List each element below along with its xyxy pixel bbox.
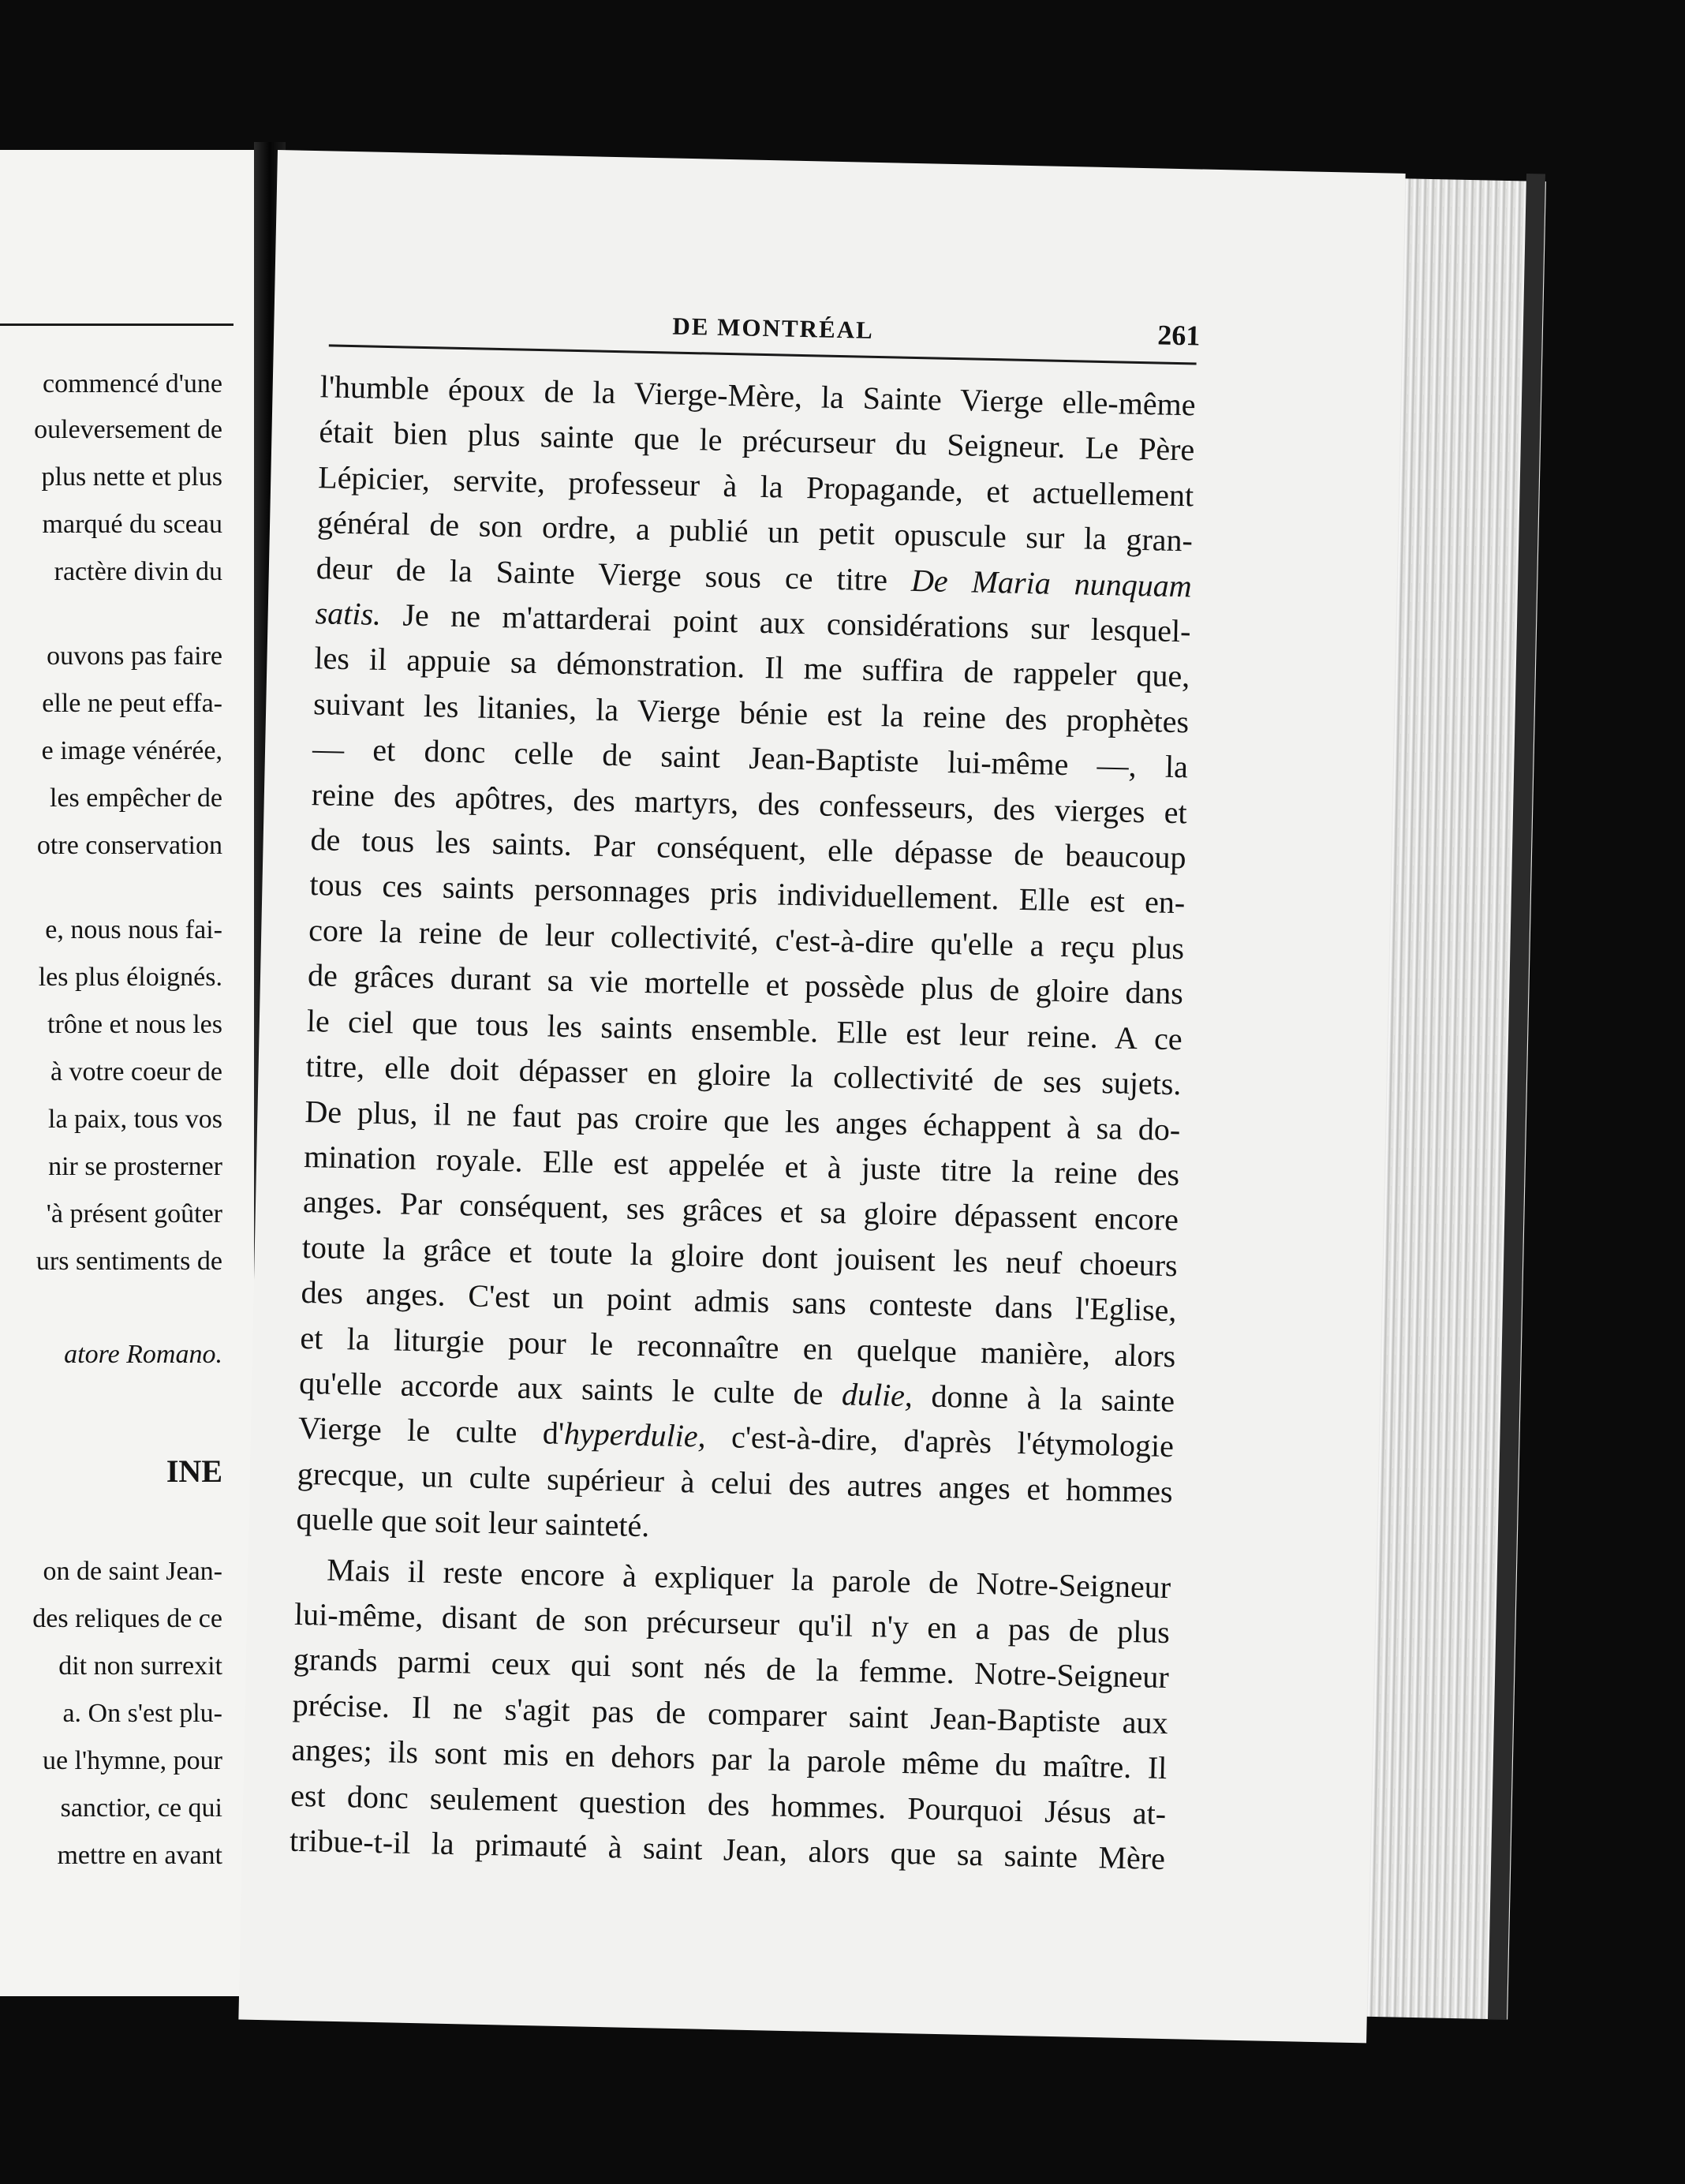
left-header-rule xyxy=(0,323,234,326)
term-italic: dulie, xyxy=(841,1376,913,1414)
left-text-line: a. On s'est plu- xyxy=(62,1699,222,1728)
text-line: général de son ordre, a publié un petit opuscule sur la gran- xyxy=(316,504,1194,559)
paragraph-2 xyxy=(290,1546,1171,1881)
text-line: grands parmi ceux qui sont nés de la femme. Notre-Seigneur xyxy=(293,1641,1170,1696)
text-line: l'humble époux de la Vierge-Mère, la Sainte Vierge elle-même xyxy=(319,368,1196,423)
text-line: les il appuie sa démonstration. Il me suffira de rappeler que, xyxy=(314,640,1190,694)
text-line: précise. Il ne s'agit pas de comparer saint Jean-Baptiste aux xyxy=(292,1686,1168,1741)
text-line: anges. Par conséquent, ses grâces et sa gloire dépassent encore xyxy=(302,1184,1179,1238)
text-run: c'est-à-dire, d'après l'étymologie xyxy=(705,1419,1175,1464)
text-line: est donc seulement question des hommes. Pourquoi Jésus at- xyxy=(290,1777,1167,1831)
left-text-line: marqué du sceau xyxy=(42,510,222,539)
text-line: le ciel que tous les saints ensemble. Elle est leur reine. A ce xyxy=(306,1002,1183,1056)
left-text-line: des reliques de ce xyxy=(32,1604,222,1633)
text-line: De plus, il ne faut pas croire que les anges échappent à sa do- xyxy=(304,1093,1181,1147)
book-title-italic: satis. xyxy=(315,595,382,632)
left-text-line: trône et nous les xyxy=(47,1010,222,1039)
text-run: donne à la sainte xyxy=(912,1378,1175,1419)
text-line: — et donc celle de saint Jean-Baptiste lui-même —, la xyxy=(312,731,1189,785)
page-number: 261 xyxy=(1156,319,1201,352)
text-run: qu'elle accorde aux saints le culte de xyxy=(298,1364,842,1412)
body-text xyxy=(290,364,1197,1881)
paragraph-1 xyxy=(296,364,1196,1559)
term-italic: hyperdulie, xyxy=(563,1415,707,1455)
text-line: lui-même, disant de son précurseur qu'il n'y en a pas de plus xyxy=(293,1595,1171,1651)
left-facing-page xyxy=(0,150,254,1996)
header-rule xyxy=(329,344,1197,365)
left-text-line: dit non surrexit xyxy=(58,1651,222,1681)
text-line: toute la grâce et toute la gloire dont jouisent les neuf choeurs xyxy=(301,1228,1179,1283)
left-text-line: mettre en avant xyxy=(57,1841,222,1870)
text-line: titre, elle doit dépasser en gloire la collectivité de ses sujets. xyxy=(305,1048,1182,1102)
left-text-line: 'à présent goûter xyxy=(46,1199,222,1228)
text-line: suivant les litanies, la Vierge bénie est la reine des prophètes xyxy=(312,685,1190,740)
text-line: des anges. C'est un point admis sans conteste dans l'Eglise, xyxy=(301,1274,1177,1329)
text-line: grecque, un culte supérieur à celui des autres anges et hommes xyxy=(297,1455,1174,1509)
text-line: de tous les saints. Par conséquent, elle dépasse de beaucoup xyxy=(310,821,1186,876)
left-text-line: urs sentiments de xyxy=(35,1247,222,1276)
left-text-line: ractère divin du xyxy=(54,557,222,586)
left-text-line: sanctior, ce qui xyxy=(60,1793,222,1823)
text-line: était bien plus sainte que le précurseur du Seigneur. Le Père xyxy=(319,413,1195,468)
text-line: et la liturgie pour le reconnaître en quelque manière, alors xyxy=(300,1319,1176,1374)
text-run: Je ne m'attarderai point aux considérations sur lesquel- xyxy=(380,596,1191,649)
left-text-line: on de saint Jean- xyxy=(43,1557,222,1586)
text-line: tribue-t-il la primauté à saint Jean, alors que sa sainte Mère xyxy=(289,1822,1166,1877)
left-text-line: ue l'hymne, pour xyxy=(42,1746,222,1775)
left-text-line: ouleversement de xyxy=(34,415,222,444)
left-signature-line: atore Romano. xyxy=(64,1340,222,1369)
text-line: core la reine de leur collectivité, c'est-à-dire qu'elle a reçu plus xyxy=(308,911,1185,967)
left-text-line: elle ne peut effa- xyxy=(42,689,222,718)
left-section-heading: INE xyxy=(166,1453,222,1489)
left-text-line: ouvons pas faire xyxy=(47,641,222,671)
text-line: Lépicier, servite, professeur à la Propagande, et actuellement xyxy=(317,458,1194,514)
text-line: Mais il reste encore à expliquer la parole de Notre-Seigneur xyxy=(326,1551,1171,1605)
text-run: Vierge le culte d' xyxy=(297,1410,565,1452)
text-line: anges; ils sont mis en dehors par la parole même du maître. Il xyxy=(291,1732,1168,1786)
left-text-line: les empêcher de xyxy=(50,783,222,813)
left-text-line: commencé d'une xyxy=(43,369,222,398)
left-text-line: nir se prosterner xyxy=(48,1152,222,1181)
text-line: de grâces durant sa vie mortelle et possède plus de gloire dans xyxy=(307,957,1184,1012)
running-head: DE MONTRÉAL xyxy=(672,312,875,344)
left-text-line: la paix, tous vos xyxy=(48,1105,222,1134)
left-text-line: les plus éloignés. xyxy=(38,963,222,992)
book-title-italic: De Maria nunquam xyxy=(910,562,1193,604)
text-run: deur de la Sainte Vierge sous ce titre xyxy=(316,549,912,598)
left-text-line: à votre coeur de xyxy=(50,1057,222,1086)
right-page xyxy=(238,150,1405,2043)
text-line: tous ces saints personnages pris individuellement. Elle est en- xyxy=(309,866,1186,921)
text-line: quelle que soit leur sainteté. xyxy=(296,1501,650,1544)
left-text-line: e, nous nous fai- xyxy=(45,915,222,944)
left-text-line: plus nette et plus xyxy=(41,462,222,492)
text-line: reine des apôtres, des martyrs, des confesseurs, des vierges et xyxy=(311,776,1188,830)
left-text-line: e image vénérée, xyxy=(41,736,222,765)
left-text-line: otre conservation xyxy=(36,831,222,860)
text-line: mination royale. Elle est appelée et à juste titre la reine des xyxy=(303,1138,1180,1193)
